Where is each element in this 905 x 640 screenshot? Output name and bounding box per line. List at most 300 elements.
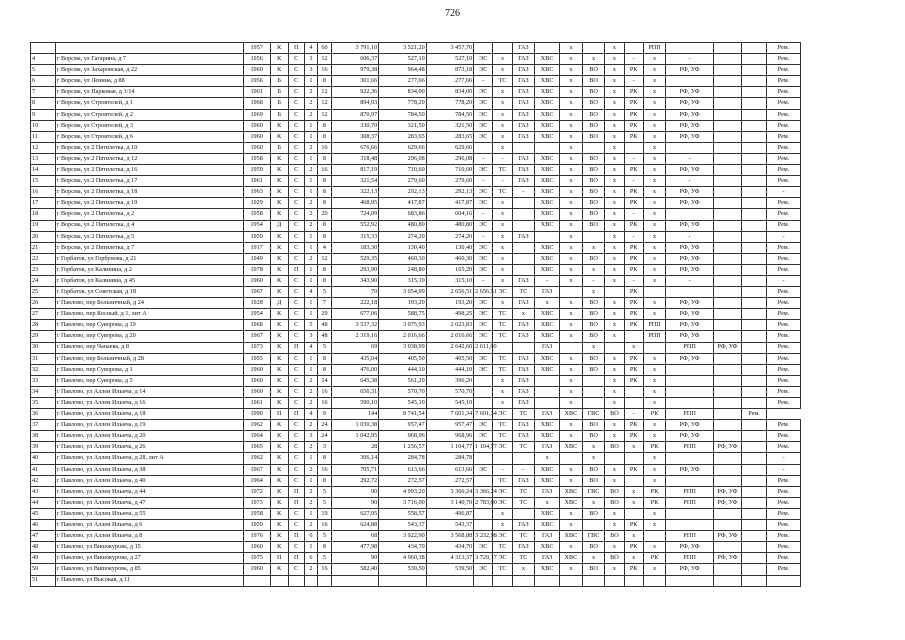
table-cell: РФ, УФ xyxy=(666,220,713,231)
table-cell xyxy=(31,43,56,54)
table-cell: Рем. xyxy=(766,253,800,264)
table-cell xyxy=(742,109,767,120)
table-cell: - xyxy=(624,153,643,164)
table-cell xyxy=(742,298,767,309)
table-cell xyxy=(742,475,767,486)
table-cell: 2 783,00 xyxy=(474,497,493,508)
table-cell: х xyxy=(643,508,666,519)
table-cell: 283,65 xyxy=(379,131,426,142)
table-cell: К xyxy=(270,486,288,497)
table-cell: 1 xyxy=(304,508,318,519)
table-row xyxy=(31,264,801,275)
table-cell: Рем. xyxy=(766,431,800,442)
table-cell: - xyxy=(624,176,643,187)
table-cell: Рем. xyxy=(766,542,800,553)
table-cell: РПП xyxy=(643,320,666,331)
table-cell: х xyxy=(643,453,666,464)
table-cell: 8 xyxy=(318,153,332,164)
table-cell: 5 xyxy=(318,287,332,298)
table-cell: РК xyxy=(624,65,643,76)
table-cell: 435,04 xyxy=(331,353,378,364)
table-cell: - xyxy=(666,54,713,65)
table-cell xyxy=(713,76,741,87)
table-cell xyxy=(713,364,741,375)
table-cell: К xyxy=(270,120,288,131)
table-cell: РФ, УФ xyxy=(666,431,713,442)
table-cell: 16 xyxy=(318,142,332,153)
table-cell xyxy=(666,209,713,220)
table-cell: РПП xyxy=(666,553,713,564)
table-cell: 480,80 xyxy=(379,220,426,231)
table-cell: х xyxy=(605,386,624,397)
table-cell xyxy=(742,542,767,553)
table-cell: ХВС xyxy=(535,242,560,253)
table-cell: х xyxy=(560,109,583,120)
table-cell: РФ, УФ xyxy=(713,553,741,564)
table-cell: х xyxy=(605,320,624,331)
table-cell: 4 993,20 xyxy=(379,486,426,497)
table-cell: ВО xyxy=(582,331,605,342)
table-cell xyxy=(742,131,767,142)
table-cell: г Горбатов, ул Советская, д 18 xyxy=(55,287,243,298)
table-cell: х xyxy=(493,65,512,76)
table-cell: 2 xyxy=(304,420,318,431)
table-cell: РК xyxy=(643,409,666,420)
table-cell xyxy=(742,564,767,575)
table-cell: 16 xyxy=(31,187,56,198)
table-cell xyxy=(560,453,583,464)
table-cell: г Павлово, ул Аллеи Ильича, д 38 xyxy=(55,464,243,475)
table-cell: ГВС xyxy=(582,531,605,542)
table-cell: г Павлово, ул Аллеи Ильича, д 26 xyxy=(55,442,243,453)
table-cell: 570,70 xyxy=(379,386,426,397)
table-cell: ЭС xyxy=(474,309,493,320)
table-cell: ТС xyxy=(493,353,512,364)
table-cell: РК xyxy=(624,87,643,98)
table-cell: 1964 xyxy=(243,475,270,486)
table-cell: 1975 xyxy=(243,553,270,564)
table-cell: 870,97 xyxy=(331,109,378,120)
table-cell: 3 075,93 xyxy=(379,320,426,331)
table-cell: 3 054,99 xyxy=(379,287,426,298)
table-cell: ЭС xyxy=(474,542,493,553)
table-cell: Рем. xyxy=(742,409,767,420)
table-cell: х xyxy=(643,375,666,386)
table-cell: К xyxy=(270,187,288,198)
table-cell: х xyxy=(493,520,512,531)
table-cell: 629,66 xyxy=(426,142,473,153)
table-cell xyxy=(742,54,767,65)
table-cell: 7 601,34 xyxy=(474,409,493,420)
table-cell xyxy=(666,398,713,409)
table-cell: г Павлово, пер Косный, д 1, лит А xyxy=(55,309,243,320)
table-cell xyxy=(582,231,605,242)
table-cell xyxy=(742,209,767,220)
table-cell: х xyxy=(605,275,624,286)
table-cell: х xyxy=(560,131,583,142)
table-cell: 27 xyxy=(31,309,56,320)
table-cell: х xyxy=(605,187,624,198)
table-cell: ВО xyxy=(582,320,605,331)
table-cell: ЭС xyxy=(474,131,493,142)
table-cell: ЭС xyxy=(474,220,493,231)
table-row xyxy=(31,420,801,431)
table-cell: ГАЗ xyxy=(512,298,535,309)
table-cell: х xyxy=(493,142,512,153)
table-cell: 69 xyxy=(331,342,378,353)
table-cell: ЭС xyxy=(493,531,512,542)
table-cell: 279,60 xyxy=(426,176,473,187)
table-cell: С xyxy=(288,475,304,486)
table-cell: С xyxy=(288,142,304,153)
table-cell: 8 xyxy=(318,475,332,486)
table-cell: г Ворсма, ул 2 Пятилетка, д 10 xyxy=(55,142,243,153)
table-cell: г Горбатов, ул Калинина, д 45 xyxy=(55,275,243,286)
table-cell: х xyxy=(560,508,583,519)
table-cell: ЭС xyxy=(474,109,493,120)
table-cell: х xyxy=(643,165,666,176)
table-cell: 1960 xyxy=(243,564,270,575)
table-cell xyxy=(742,508,767,519)
table-cell: ТС xyxy=(493,309,512,320)
table-cell: 2 xyxy=(304,165,318,176)
table-cell: К xyxy=(270,153,288,164)
table-cell xyxy=(713,209,741,220)
table-cell xyxy=(605,575,624,586)
table-cell: 8 xyxy=(318,364,332,375)
table-cell: 1 xyxy=(304,453,318,464)
table-cell: К xyxy=(270,43,288,54)
table-cell: ГАЗ xyxy=(512,120,535,131)
table-cell: 1959 xyxy=(243,165,270,176)
table-cell xyxy=(742,187,767,198)
table-cell xyxy=(742,264,767,275)
table-cell xyxy=(713,431,741,442)
table-cell: г Ворсма, ул Строителей, д 2 xyxy=(55,109,243,120)
table-cell: х xyxy=(643,120,666,131)
table-row xyxy=(31,442,801,453)
table-cell: С xyxy=(288,364,304,375)
table-cell: К xyxy=(270,564,288,575)
table-cell: - xyxy=(582,275,605,286)
table-cell: 20 xyxy=(318,209,332,220)
table-cell: 321,50 xyxy=(379,120,426,131)
table-cell xyxy=(742,287,767,298)
table-cell: 3 xyxy=(304,65,318,76)
table-cell: ГАЗ xyxy=(535,409,560,420)
table-cell: 1962 xyxy=(243,453,270,464)
table-cell: 144 xyxy=(331,409,378,420)
table-row xyxy=(31,342,801,353)
table-cell: г Ворсма, ул 2 Пятилетка, д 4 xyxy=(55,220,243,231)
table-cell: х xyxy=(605,253,624,264)
table-cell: ГАЗ xyxy=(512,176,535,187)
table-cell: х xyxy=(493,220,512,231)
table-cell: 8 741,54 xyxy=(379,409,426,420)
table-cell: - xyxy=(666,153,713,164)
table-cell xyxy=(742,331,767,342)
table-cell: х xyxy=(643,87,666,98)
table-cell: РФ, УФ xyxy=(666,165,713,176)
table-cell: 130,40 xyxy=(426,242,473,253)
table-cell xyxy=(535,398,560,409)
table-cell: С xyxy=(288,198,304,209)
table-cell: РК xyxy=(624,464,643,475)
table-cell: 613,66 xyxy=(426,464,473,475)
table-cell xyxy=(713,220,741,231)
table-cell: 1967 xyxy=(243,287,270,298)
table-cell: РФ, УФ xyxy=(666,253,713,264)
table-cell: ГАЗ xyxy=(535,442,560,453)
table-cell: 23 xyxy=(31,264,56,275)
table-cell: 4 313,37 xyxy=(426,553,473,564)
table-cell xyxy=(742,231,767,242)
table-cell: Рем. xyxy=(766,287,800,298)
table-cell: х xyxy=(560,309,583,320)
table-cell xyxy=(512,453,535,464)
table-cell: ХВС xyxy=(535,331,560,342)
table-cell: ТС xyxy=(493,364,512,375)
table-cell xyxy=(713,331,741,342)
table-cell: ЭС xyxy=(474,54,493,65)
table-cell: 16 xyxy=(318,464,332,475)
table-cell: 5 xyxy=(304,320,318,331)
table-cell: 3 038,99 xyxy=(379,342,426,353)
table-cell: Б xyxy=(270,109,288,120)
table-cell: х xyxy=(643,264,666,275)
table-cell: 3 xyxy=(304,431,318,442)
table-cell: ХВС xyxy=(535,131,560,142)
table-cell xyxy=(713,98,741,109)
table-cell xyxy=(605,453,624,464)
table-cell xyxy=(742,342,767,353)
table-cell: ХВС xyxy=(535,109,560,120)
table-row xyxy=(31,353,801,364)
table-cell: ЭС xyxy=(493,442,512,453)
table-cell xyxy=(713,375,741,386)
table-cell xyxy=(605,342,624,353)
table-cell: 19 xyxy=(31,220,56,231)
table-cell: Рем. xyxy=(766,398,800,409)
table-cell xyxy=(624,575,643,586)
table-row xyxy=(31,98,801,109)
table-cell: х xyxy=(582,553,605,564)
table-cell: РК xyxy=(624,120,643,131)
table-cell xyxy=(512,242,535,253)
table-cell: 48 xyxy=(318,331,332,342)
table-cell: П xyxy=(288,531,304,542)
table-cell xyxy=(713,142,741,153)
table-cell xyxy=(713,253,741,264)
table-cell xyxy=(713,464,741,475)
table-cell: РК xyxy=(624,242,643,253)
table-cell xyxy=(512,209,535,220)
table-cell: г Павлово, ул Аллеи Ильича, д 19 xyxy=(55,420,243,431)
table-cell: 1954 xyxy=(243,220,270,231)
table-cell: 30 xyxy=(31,342,56,353)
table-cell: ХВС xyxy=(535,253,560,264)
table-cell xyxy=(713,131,741,142)
table-cell: 22 xyxy=(31,253,56,264)
table-cell: РК xyxy=(624,98,643,109)
table-cell: РК xyxy=(624,542,643,553)
table-cell: К xyxy=(270,453,288,464)
table-cell: Рем. xyxy=(766,508,800,519)
table-cell xyxy=(742,520,767,531)
table-cell: 284,78 xyxy=(426,453,473,464)
table-cell xyxy=(742,398,767,409)
table-cell: ЭС xyxy=(474,464,493,475)
table-cell: 14 xyxy=(31,165,56,176)
table-cell: г Павлово, пер Чапаева, д 8 xyxy=(55,342,243,353)
table-cell: 1956 xyxy=(243,76,270,87)
table-cell xyxy=(713,120,741,131)
table-cell: 3 xyxy=(318,442,332,453)
table-cell: К xyxy=(270,398,288,409)
table-row xyxy=(31,187,801,198)
table-row xyxy=(31,531,801,542)
table-cell: К xyxy=(270,364,288,375)
table-cell xyxy=(624,475,643,486)
table-cell: х xyxy=(560,386,583,397)
table-row xyxy=(31,575,801,586)
table-cell: г Павлово, пер Суворова, д 1 xyxy=(55,364,243,375)
table-cell xyxy=(742,553,767,564)
table-cell: 36 xyxy=(31,409,56,420)
table-cell: 2 023,83 xyxy=(426,320,473,331)
table-cell: 1 xyxy=(304,76,318,87)
table-cell xyxy=(666,520,713,531)
table-cell: х xyxy=(605,220,624,231)
table-cell: Рем. xyxy=(766,131,800,142)
table-cell: г Ворсма, ул Гагарина, д 7 xyxy=(55,54,243,65)
table-cell: х xyxy=(605,231,624,242)
table-cell: 1955 xyxy=(243,353,270,364)
table-cell: 3 716,00 xyxy=(379,497,426,508)
table-cell: г Павлово, пер Больничный, д 28 xyxy=(55,353,243,364)
table-cell: С xyxy=(288,353,304,364)
table-cell: г Ворсма, ул Строителей, д 1 xyxy=(55,98,243,109)
table-cell xyxy=(742,531,767,542)
table-cell: 272,57 xyxy=(379,475,426,486)
table-cell: С xyxy=(288,464,304,475)
table-cell: ГАЗ xyxy=(512,420,535,431)
table-cell xyxy=(742,364,767,375)
table-cell: х xyxy=(582,242,605,253)
table-cell: х xyxy=(643,220,666,231)
table-cell: 3 366,24 xyxy=(474,486,493,497)
table-cell: 16 xyxy=(318,165,332,176)
table-cell: РПП xyxy=(666,531,713,542)
table-cell: ХВС xyxy=(535,120,560,131)
table-cell: х xyxy=(643,542,666,553)
table-cell: 1 xyxy=(304,353,318,364)
table-row xyxy=(31,475,801,486)
table-cell: 1 104,77 xyxy=(426,442,473,453)
table-cell: х xyxy=(605,109,624,120)
table-cell: 12 xyxy=(318,253,332,264)
table-cell: РФ, УФ xyxy=(666,120,713,131)
table-cell xyxy=(474,386,493,397)
table-cell xyxy=(666,386,713,397)
table-cell: х xyxy=(560,331,583,342)
table-cell: ГАЗ xyxy=(535,287,560,298)
table-cell: 784,50 xyxy=(379,109,426,120)
table-cell: 2 016,66 xyxy=(426,331,473,342)
table-cell: х xyxy=(493,275,512,286)
table-cell: 1961 xyxy=(243,398,270,409)
table-cell: РК xyxy=(624,264,643,275)
table-row xyxy=(31,520,801,531)
table-cell: 5 xyxy=(318,531,332,542)
table-cell: К xyxy=(270,253,288,264)
table-cell: П xyxy=(288,43,304,54)
table-cell: 1990 xyxy=(243,409,270,420)
table-cell: Рем. xyxy=(766,242,800,253)
table-cell xyxy=(474,575,493,586)
table-cell: г Ворсма, ул Парковая, д 1/14 xyxy=(55,87,243,98)
table-cell: х xyxy=(493,508,512,519)
table-cell: ВО xyxy=(582,542,605,553)
table-cell: С xyxy=(288,298,304,309)
table-cell xyxy=(713,386,741,397)
table-cell: ВО xyxy=(582,431,605,442)
table-cell: ВО xyxy=(582,420,605,431)
table-cell xyxy=(560,342,583,353)
table-cell xyxy=(582,142,605,153)
table-cell: 2 xyxy=(304,198,318,209)
table-cell: 292,13 xyxy=(426,187,473,198)
table-cell: 6 xyxy=(304,531,318,542)
table-cell: ХВС xyxy=(535,176,560,187)
table-cell: ВО xyxy=(582,109,605,120)
table-cell: 3 140,70 xyxy=(426,497,473,508)
table-cell: 1959 xyxy=(243,520,270,531)
table-cell: РК xyxy=(624,253,643,264)
table-cell: - xyxy=(474,153,493,164)
table-cell: х xyxy=(582,497,605,508)
table-cell: К xyxy=(270,54,288,65)
table-cell: РФ, УФ xyxy=(666,87,713,98)
table-cell xyxy=(582,43,605,54)
table-cell xyxy=(605,287,624,298)
table-row xyxy=(31,564,801,575)
table-cell: РК xyxy=(624,353,643,364)
table-cell: х xyxy=(605,309,624,320)
table-cell: Рем. xyxy=(766,120,800,131)
table-cell: РФ, УФ xyxy=(666,564,713,575)
table-cell: К xyxy=(270,131,288,142)
table-cell xyxy=(512,220,535,231)
table-cell xyxy=(713,409,741,420)
table-cell xyxy=(643,575,666,586)
table-cell: 1957 xyxy=(243,43,270,54)
table-cell: РК xyxy=(643,486,666,497)
table-cell: К xyxy=(270,65,288,76)
table-cell xyxy=(560,287,583,298)
table-cell: К xyxy=(270,497,288,508)
table-cell: г Павлово, пер Суворова, д 5 xyxy=(55,375,243,386)
table-cell: Рем. xyxy=(766,54,800,65)
table-cell: 1960 xyxy=(243,120,270,131)
table-cell: 8 xyxy=(318,275,332,286)
table-cell: ВО xyxy=(582,198,605,209)
table-cell: ХВС xyxy=(535,508,560,519)
table-cell: - xyxy=(535,275,560,286)
table-cell: ХВС xyxy=(535,520,560,531)
table-cell: х xyxy=(560,420,583,431)
table-cell: ВО xyxy=(605,442,624,453)
